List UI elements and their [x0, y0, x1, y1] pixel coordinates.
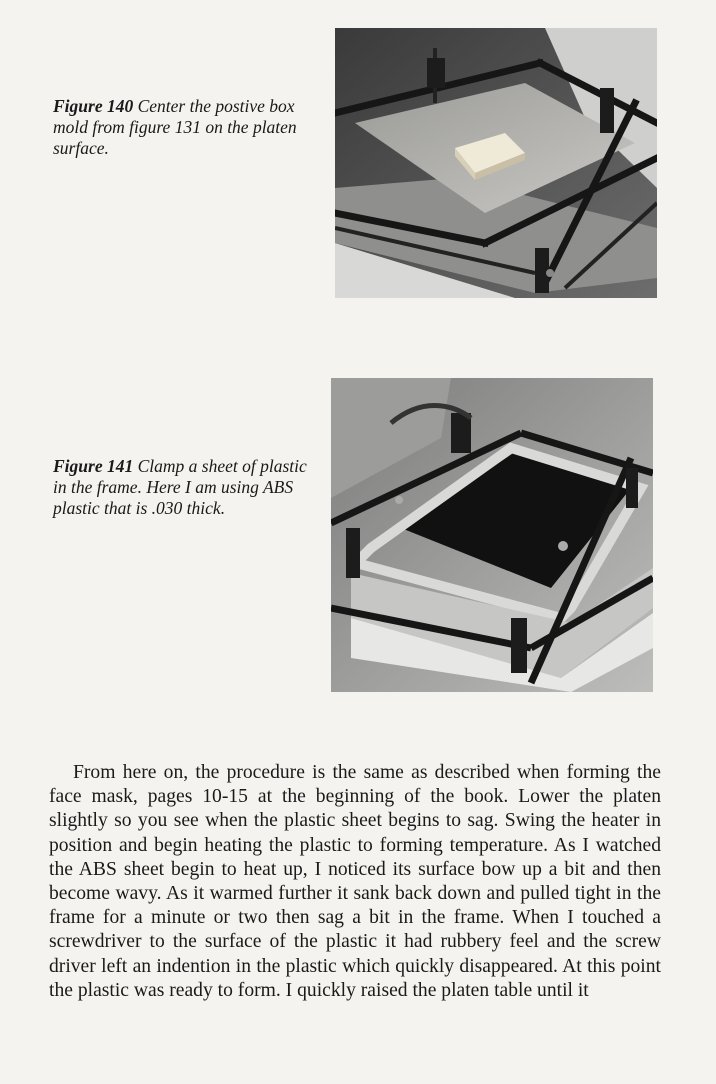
figure-140-label: Figure 140 — [53, 96, 134, 116]
figure-140-text: Center the postive box mold from figure 131 on the platen surface. — [53, 96, 297, 158]
body-paragraph: From here on, the procedure is the same as described when forming the face mask, pages 10-15 at the beginning of the book. Lower the platen slightly so you see when the plastic sheet begins to sag. Swing the heater in position and begin heating the plastic to forming temperature. As I watched the ABS sheet begin to heat up, I noticed its surface bow up a bit and then become wavy. As it warmed further it sank back down and pulled tight in the frame for a minute or two then sag a bit in the frame. When I touched a screwdriver to the surface of the plastic it had rubbery feel and the screw driver left an indention in the plastic which quickly disappeared. At this point the plastic was ready to form. I quickly raised the platen table until it — [49, 762, 661, 1001]
figure-140-caption — [53, 96, 325, 159]
figure-141-text: Clamp a sheet of plastic in the frame. Here I am using ABS plastic that is .030 thick. — [53, 456, 307, 518]
figure-140-photo — [335, 28, 657, 298]
platen-mold-photo — [335, 28, 657, 298]
clamped-plastic-photo — [331, 378, 653, 692]
figure-141-caption — [53, 456, 315, 519]
figure-141-label: Figure 141 — [53, 456, 134, 476]
figure-141-photo — [331, 378, 653, 692]
